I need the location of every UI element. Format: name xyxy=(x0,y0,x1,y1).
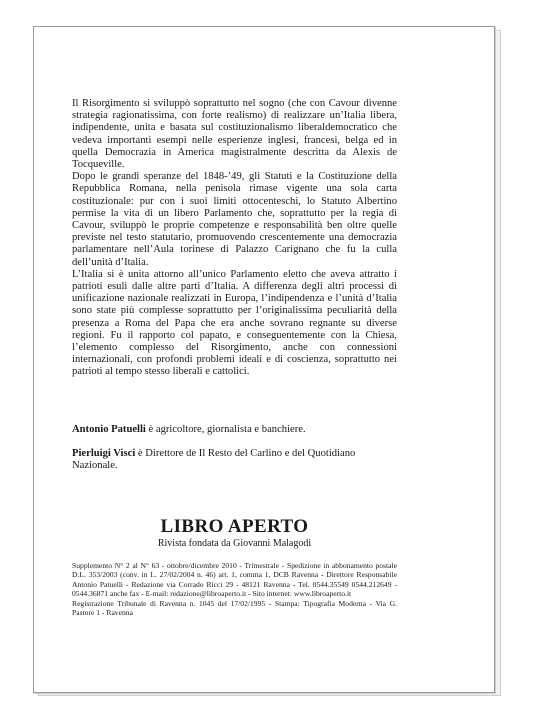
article-body xyxy=(72,98,397,379)
author-description: è Direttore de Il Resto del Carlino e del Quotidiano Nazionale. xyxy=(72,448,356,472)
author-bio xyxy=(72,448,397,472)
journal-subtitle: Rivista fondata da Giovanni Malagodi xyxy=(157,538,312,549)
colophon-line: Registrazione Tribunale di Ravenna n. 1045 del 17/02/1995 - Stampa: Tipografia Moderna - Via G. Pastore 1 - Ravenna xyxy=(72,598,397,618)
masthead xyxy=(72,516,397,550)
article-paragraph: Dopo le grandi speranze del 1848-’49, gli Statuti e la Costituzione della Repubblica Romana, nella penisola rimase vigente una sola carta costituzionale: pur con i suoi limiti ottocenteschi, lo Statuto Albertino permise la vita di un libero Parlamento che, soprattutto per la regia di Cavour, sviluppò le proprie competenze e responsabilità ben oltre quelle previste nel testo statutario, promuovendo crescentemente una democrazia parlamentare nell’Aula torinese di Palazzo Carignano che fu la culla dell’unità d’Italia. xyxy=(72,171,397,268)
author-bios xyxy=(72,424,397,485)
author-bio xyxy=(72,424,397,436)
author-description: è agricoltore, giornalista e banchiere. xyxy=(145,424,306,435)
colophon xyxy=(72,561,397,617)
article-paragraph: L’Italia si è unita attorno all’unico Parlamento eletto che aveva attratto i patrioti esuli dalle altre parti d’Italia. A differenza degli altri processi di unificazione nazionale realizzati in Europa, l’indipendenza e l’unità d’Italia sono state più complesse soprattutto per l’originalissima peculiarità della presenza a Roma del Papa che era anche sovrano regnante su diverse regioni. Fu il rapporto col papato, e conseguentemente con la Chiesa, l’elemento complesso del Risorgimento, anche con connessioni internazionali, con profondi problemi ideali e di coscienza, soprattutto nei patrioti al tempo stesso liberali e cattolici. xyxy=(72,268,397,378)
article-paragraph: Il Risorgimento si sviluppò soprattutto nel sogno (che con Cavour divenne strategia ragionatissima, con forte realismo) di realizzare un’Italia libera, indipendente, unita e basata sul costituzionalismo liberaldemocratico che vedeva importanti esempi nelle esperienze inglesi, francesi, belga ed in quella Democrazia in America magistralmente descritta da Alexis de Tocqueville. xyxy=(72,98,397,171)
author-name: Antonio Patuelli xyxy=(72,424,146,435)
journal-title: LIBRO APERTO xyxy=(160,516,309,537)
author-name: Pierluigi Visci xyxy=(72,448,136,460)
colophon-line: Supplemento N° 2 al N° 63 - ottobre/dicembre 2010 - Trimestrale - Spedizione in abbonamento postale D.L. 353/2003 (conv. in L. 27/02/2004 n. 46) art. 1, comma 1, DCB Ravenna - Direttore Responsabile Antonio Patuelli - Redazione via Corrado Ricci 29 - 48121 Ravenna - Tel. 0544.35549 0544.212649 - 0544.36871 anche fax - E-mail: redazione@libroaperto.it - Sito internet: www.libroaperto.it xyxy=(72,561,397,599)
